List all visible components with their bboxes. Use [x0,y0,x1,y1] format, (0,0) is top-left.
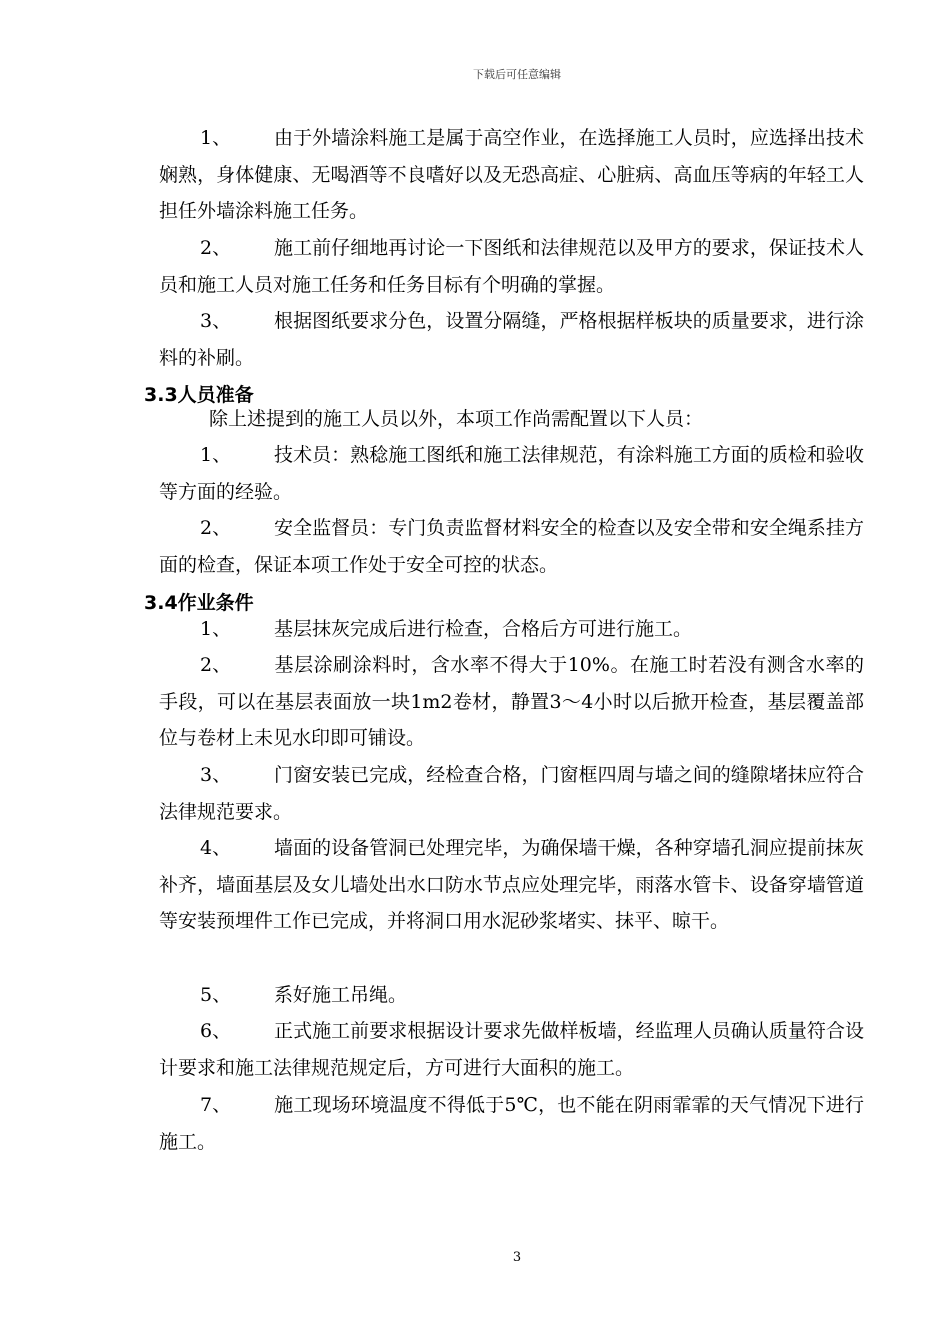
item-number: 2、 [200,237,232,259]
list-item [159,647,864,757]
item-text: 系好施工吊绳。 [274,984,408,1006]
item-text: 施工前仔细地再讨论一下图纸和法律规范以及甲方的要求，保证技术人员和施工人员对施工任务和任务目标有个明确的掌握。 [159,237,864,296]
item-number: 3、 [200,764,232,786]
item-text: 由于外墙涂料施工是属于高空作业，在选择施工人员时，应选择出技术娴熟，身体健康、无喝酒等不良嗜好以及无恐高症、心脏病、高血压等病的年轻工人担任外墙涂料施工任务。 [159,127,864,222]
list-item [159,1013,864,1086]
item-number: 6、 [200,1020,232,1042]
item-number: 4、 [200,837,232,859]
item-number: 3、 [200,310,232,332]
list-item [159,120,864,230]
list-item [159,611,864,648]
list-item [159,437,864,510]
item-text: 施工现场环境温度不得低于5℃，也不能在阴雨霏霏的天气情况下进行施工。 [159,1094,864,1153]
item-number: 1、 [200,444,232,466]
item-text: 根据图纸要求分色，设置分隔缝，严格根据样板块的质量要求，进行涂料的补刷。 [159,310,864,369]
list-item [159,303,864,376]
item-number: 5、 [200,984,232,1006]
item-number: 2、 [200,654,232,676]
page-number: 3 [512,1250,522,1265]
page-header: 下载后可任意编辑 [473,68,561,81]
item-text: 墙面的设备管洞已处理完毕，为确保墙干燥，各种穿墙孔洞应提前抹灰补齐，墙面基层及女儿墙处出水口防水节点应处理完毕，雨落水管卡、设备穿墙管道等安装预埋件工作已完成，并将洞口用水泥砂浆堵实、抹平、晾干。 [159,837,864,932]
list-item [159,757,864,830]
item-number: 7、 [200,1094,232,1116]
item-text: 基层涂刷涂料时，含水率不得大于10%。在施工时若没有测含水率的手段，可以在基层表面放一块1m2卷材，静置3～4小时以后掀开检查，基层覆盖部位与卷材上未见水印即可铺设。 [159,654,864,749]
list-item [159,977,864,1014]
item-number: 1、 [200,127,232,149]
section-intro: 除上述提到的施工人员以外，本项工作尚需配置以下人员： [209,408,704,430]
item-number: 2、 [200,517,232,539]
list-item [159,1087,864,1160]
item-text: 基层抹灰完成后进行检查，合格后方可进行施工。 [274,618,693,640]
item-text: 安全监督员：专门负责监督材料安全的检查以及安全带和安全绳系挂方面的检查，保证本项工作处于安全可控的状态。 [159,517,864,576]
item-text: 正式施工前要求根据设计要求先做样板墙，经监理人员确认质量符合设计要求和施工法律规范规定后，方可进行大面积的施工。 [159,1020,864,1079]
item-text: 门窗安装已完成，经检查合格，门窗框四周与墙之间的缝隙堵抹应符合法律规范要求。 [159,764,864,823]
section-heading: 3.4作业条件 [144,592,254,614]
list-item [159,230,864,303]
section-heading: 3.3人员准备 [144,384,254,406]
list-item [159,510,864,583]
list-item [159,830,864,940]
item-number: 1、 [200,618,232,640]
item-text: 技术员：熟稔施工图纸和施工法律规范，有涂料施工方面的质检和验收等方面的经验。 [159,444,864,503]
